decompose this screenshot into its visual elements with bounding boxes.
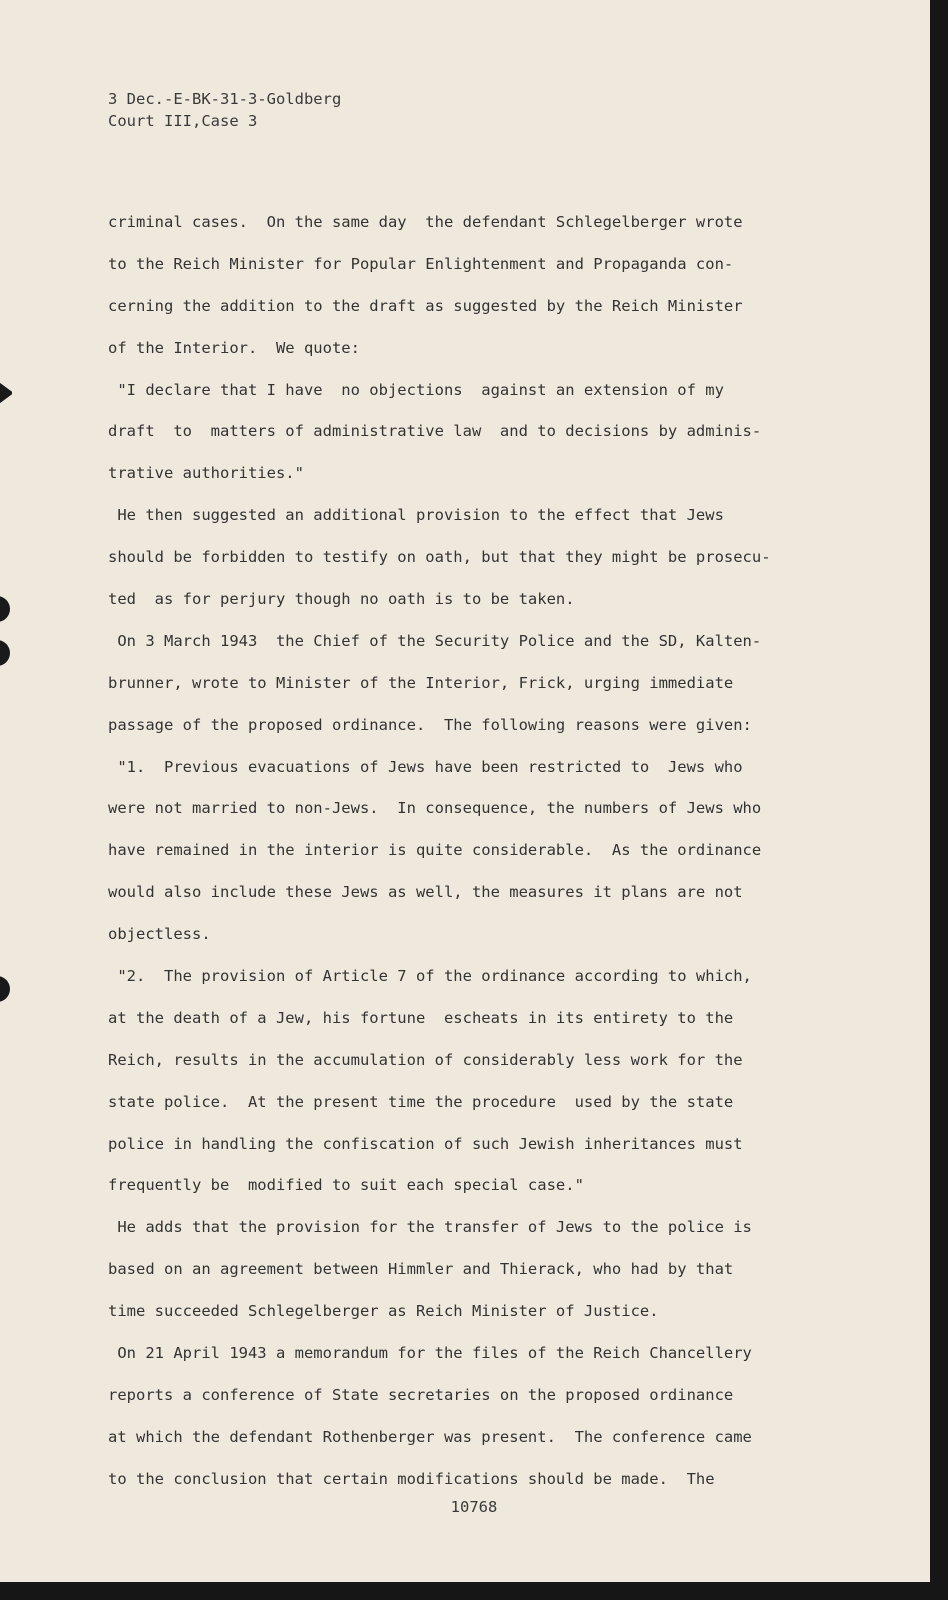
body-line: would also include these Jews as well, the measures it plans are not [108,883,743,902]
body-line: "2. The provision of Article 7 of the ordinance according to which, [108,967,752,986]
body-line: "1. Previous evacuations of Jews have been restricted to Jews who [108,757,743,776]
body-line: cerning the addition to the draft as suggested by the Reich Minister [108,296,743,315]
body-line: police in handling the confiscation of such Jewish inheritances must [108,1134,743,1153]
body-line: reports a conference of State secretaries on the proposed ordinance [108,1385,734,1404]
document-header [108,88,341,132]
body-line: ted as for perjury though no oath is to be taken. [108,590,575,609]
body-line: Reich, results in the accumulation of considerably less work for the [108,1050,743,1069]
body-line: to the conclusion that certain modifications should be made. The [108,1469,715,1488]
body-line: time succeeded Schlegelberger as Reich Minister of Justice. [108,1302,659,1321]
body-line: should be forbidden to testify on oath, but that they might be prosecu- [108,548,771,567]
body-line: were not married to non-Jews. In consequence, the numbers of Jews who [108,799,762,818]
body-line: criminal cases. On the same day the defendant Schlegelberger wrote [108,213,743,231]
body-line: have remained in the interior is quite considerable. As the ordinance [108,841,762,860]
body-line: at the death of a Jew, his fortune escheats in its entirety to the [108,1008,734,1027]
body-line: draft to matters of administrative law and to decisions by adminis- [108,422,762,441]
punch-tab-mark [0,380,12,406]
punch-hole-mark [0,596,10,622]
body-line: brunner, wrote to Minister of the Interior, Frick, urging immediate [108,673,734,692]
body-line: He adds that the provision for the transfer of Jews to the police is [108,1218,752,1237]
body-line: based on an agreement between Himmler and Thierack, who had by that [108,1260,734,1279]
scan-edge-bottom [0,1582,948,1600]
body-line: He then suggested an additional provision to the effect that Jews [108,506,724,525]
body-line: "I declare that I have no objections against an extension of my [108,380,724,399]
body-line: frequently be modified to suit each special case." [108,1176,584,1195]
body-line: passage of the proposed ordinance. The following reasons were given: [108,715,752,734]
header-reference: 3 Dec.-E-BK-31-3-Goldberg [108,90,342,108]
document-body [108,206,848,1505]
punch-hole-mark [0,976,10,1002]
body-line: to the Reich Minister for Popular Enlightenment and Propaganda con- [108,254,734,273]
body-line: trative authorities." [108,464,304,483]
scan-edge-right [930,0,948,1600]
body-line: On 3 March 1943 the Chief of the Security Police and the SD, Kalten- [108,631,762,650]
body-line: of the Interior. We quote: [108,338,360,357]
punch-hole-mark [0,640,10,666]
header-court: Court III,Case 3 [108,112,258,130]
body-line: at which the defendant Rothenberger was present. The conference came [108,1427,752,1446]
body-line: On 21 April 1943 a memorandum for the files of the Reich Chancellery [108,1344,752,1363]
body-line: state police. At the present time the procedure used by the state [108,1092,734,1111]
body-line: objectless. [108,925,211,944]
page-number: 10768 [450,1498,498,1516]
